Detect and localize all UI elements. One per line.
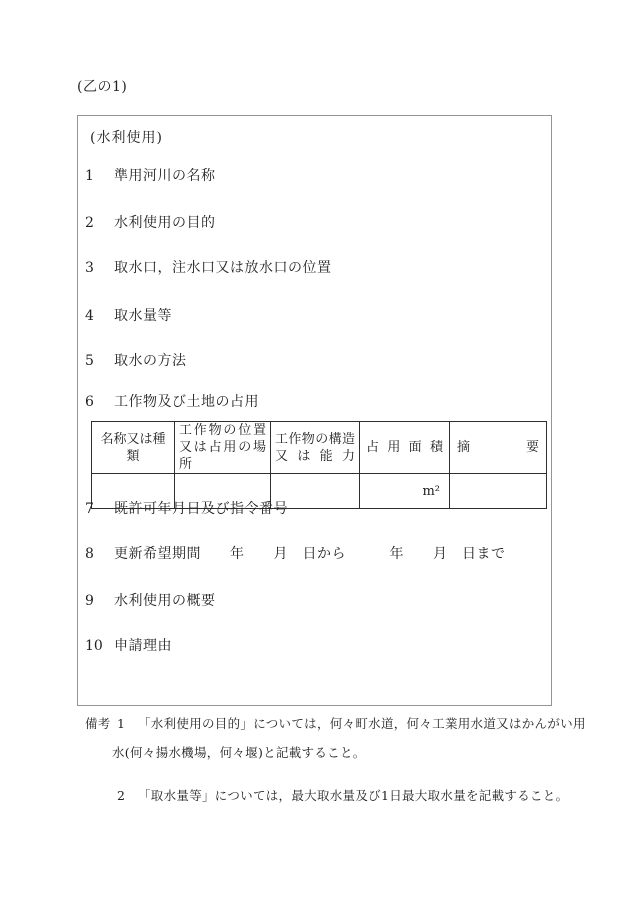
occupation-table (91, 421, 547, 509)
item-number: 8 (85, 546, 94, 562)
item-label: 水利使用の目的 (114, 215, 216, 231)
item-number: 10 (85, 638, 103, 654)
item-number: 7 (85, 501, 94, 517)
item-label: 取水量等 (114, 308, 172, 324)
header-structure-position (175, 422, 271, 474)
form-number-label: (乙の1) (77, 79, 128, 95)
header-occupied-area (360, 422, 450, 474)
header-remarks (450, 422, 547, 474)
remark-number: 1 (117, 716, 126, 731)
item-label: 既許可年月日及び指令番号 (114, 501, 288, 517)
item-number: 4 (85, 308, 94, 324)
cell-occupied-area-unit: m² (360, 474, 450, 509)
remark-1-line-2: 水(何々揚水機場，何々堰)と記載すること。 (112, 745, 366, 760)
header-name-or-type (92, 422, 175, 474)
remark-number: 2 (117, 788, 126, 803)
item-label: 工作物及び土地の占用 (114, 394, 259, 410)
remarks-heading: 備考 (85, 716, 111, 731)
header-text: 又は占用の場所 (179, 440, 266, 472)
item-label: 申請理由 (114, 638, 172, 654)
item-label: 取水口，注水口又は放水口の位置 (114, 260, 332, 276)
header-text: 名称又は種類 (100, 431, 166, 464)
header-text: 摘要 (457, 440, 539, 455)
header-text: 工作物の構造 (275, 431, 355, 447)
item-label: 準用河川の名称 (114, 168, 216, 184)
item-number: 5 (85, 353, 94, 369)
item-label: 取水の方法 (114, 353, 187, 369)
item-label: 水利使用の概要 (114, 593, 216, 609)
remark-1-line-1: 「水利使用の目的」については，何々町水道，何々工業用水道又はかんがい用 (138, 716, 586, 731)
header-text: 工作物の位置 (179, 423, 266, 438)
item-number: 9 (85, 593, 94, 609)
header-text: 占用面積 (366, 440, 443, 455)
header-text: 又は能力 (275, 448, 355, 464)
item-number: 2 (85, 215, 94, 231)
remark-2-line-1: 「取水量等」については，最大取水量及び1日最大取水量を記載すること。 (138, 788, 569, 803)
water-use-form-box (77, 115, 552, 706)
form-title: (水利使用) (90, 130, 163, 146)
header-structure-capability (271, 422, 360, 474)
item-number: 6 (85, 394, 94, 410)
item-number: 1 (85, 168, 94, 184)
cell-remarks (450, 474, 547, 509)
item-number: 3 (85, 260, 94, 276)
form-item-application-reason (78, 637, 172, 709)
item-label: 更新希望期間 年 月 日から 年 月 日まで (114, 546, 506, 562)
table-header-row (92, 422, 547, 474)
